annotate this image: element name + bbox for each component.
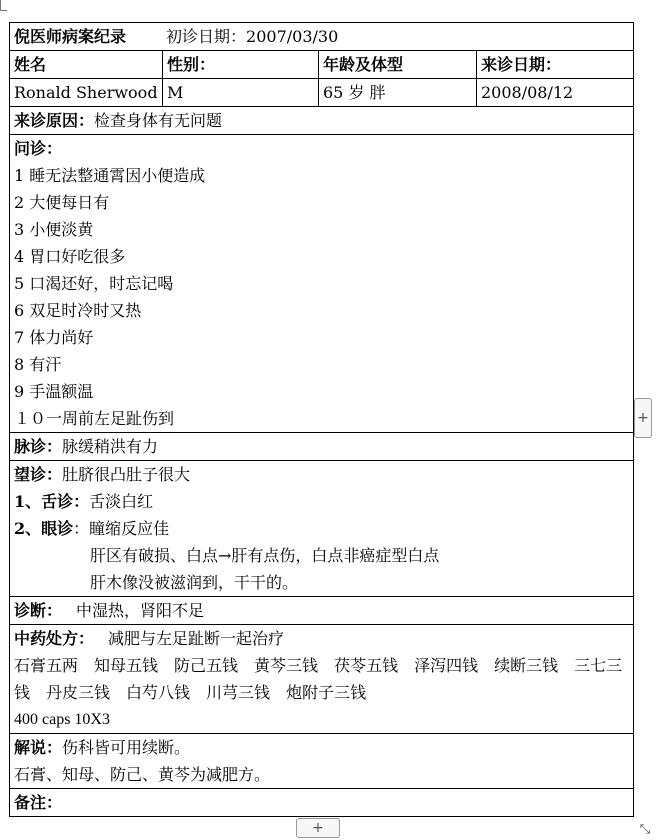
diagnosis-row <box>10 597 634 625</box>
eye-finding-line: 肝木像没被滋润到，干干的。 <box>90 573 299 592</box>
eye-label: 2、眼诊 <box>14 519 74 538</box>
prescription-note: 减肥与左足趾断一起治疗 <box>108 629 285 648</box>
age-build-column-header[interactable]: 年龄及体型 <box>319 51 477 79</box>
page-corner-mark <box>0 0 7 11</box>
patient-visit-date[interactable]: 2008/08/12 <box>477 79 634 107</box>
explanation-label: 解说： <box>14 738 63 757</box>
remarks-cell[interactable] <box>10 789 634 817</box>
remarks-row <box>10 789 634 817</box>
patient-header-row <box>10 51 634 79</box>
visit-reason-row <box>10 107 634 135</box>
herb-item: 泽泻四钱 <box>414 656 479 675</box>
dosage: 400 caps 10X3 <box>14 711 110 728</box>
prescription-label: 中药处方： <box>14 629 95 648</box>
inquiry-item: 5 口渴还好，时忘记喝 <box>14 274 174 293</box>
eye-finding-line: 肝区有破损、白点→肝有点伤，白点非癌症型白点 <box>90 546 440 565</box>
observation-label: 望诊： <box>14 465 63 484</box>
plus-icon: + <box>637 410 649 426</box>
medical-record-table <box>9 22 634 817</box>
herb-item: 黄芩三钱 <box>254 656 319 675</box>
inquiry-item: 4 胃口好吃很多 <box>14 247 126 266</box>
herb-item: 白芍八钱 <box>126 683 191 702</box>
prescription-cell[interactable] <box>10 625 634 734</box>
add-row-button[interactable] <box>296 818 340 838</box>
remarks-label: 备注： <box>14 793 63 812</box>
herb-item: 炮附子三钱 <box>286 683 367 702</box>
patient-values-row <box>10 79 634 107</box>
herb-item: 防己五钱 <box>174 656 239 675</box>
inquiry-item: １０一周前左足趾伤到 <box>14 409 175 428</box>
diagnosis-label: 诊断： <box>14 601 63 620</box>
first-visit-date: 2007/03/30 <box>246 27 339 46</box>
diagnosis-value: 中湿热，肾阳不足 <box>76 601 205 620</box>
visit-date-column-header[interactable]: 来诊日期： <box>477 51 634 79</box>
observation-row <box>10 461 634 597</box>
plus-icon: + <box>312 820 324 836</box>
inquiry-item: 7 体力尚好 <box>14 328 94 347</box>
explanation-cell[interactable] <box>10 734 634 789</box>
inquiry-item: 1 睡无法整通霄因小便造成 <box>14 166 206 185</box>
herb-item: 石膏五两 <box>14 656 79 675</box>
record-title: 倪医师病案纪录 <box>14 27 127 46</box>
inquiry-item: 2 大便每日有 <box>14 193 110 212</box>
name-column-header[interactable]: 姓名 <box>10 51 163 79</box>
sex-column-header[interactable]: 性别： <box>163 51 319 79</box>
pulse-cell[interactable] <box>10 433 634 461</box>
pulse-value: 脉缓稍洪有力 <box>62 437 159 456</box>
pulse-label: 脉诊： <box>14 437 63 456</box>
explanation-row <box>10 734 634 789</box>
resize-icon: ⤡ <box>639 821 651 837</box>
eye-value: 瞳缩反应佳 <box>89 519 170 538</box>
explanation-line: 石膏、知母、防己、黄芩为减肥方。 <box>14 765 271 784</box>
patient-name[interactable]: Ronald Sherwood <box>10 79 163 107</box>
herb-item: 川芎三钱 <box>206 683 271 702</box>
tongue-label: 1、舌诊： <box>14 492 90 511</box>
first-visit-label: 初诊日期： <box>166 27 247 46</box>
inquiry-cell[interactable] <box>10 135 634 433</box>
tongue-value: 舌淡白红 <box>89 492 154 511</box>
inquiry-label: 问诊： <box>14 139 63 158</box>
herb-item: 三七三钱 <box>14 656 623 702</box>
herb-item: 续断三钱 <box>494 656 559 675</box>
table-resize-handle[interactable] <box>635 819 655 839</box>
visit-reason-label: 来诊原因： <box>14 111 95 130</box>
header-row <box>10 23 634 51</box>
inquiry-item: 9 手温额温 <box>14 382 94 401</box>
inquiry-item: 6 双足时冷时又热 <box>14 301 142 320</box>
add-column-button[interactable] <box>634 398 652 438</box>
visit-reason-value: 检查身体有无问题 <box>94 111 223 130</box>
inquiry-row <box>10 135 634 433</box>
patient-sex[interactable]: M <box>163 79 319 107</box>
prescription-row <box>10 625 634 734</box>
herb-item: 茯苓五钱 <box>334 656 399 675</box>
observation-cell[interactable] <box>10 461 634 597</box>
inquiry-item: 8 有汗 <box>14 355 62 374</box>
inquiry-item: 3 小便淡黄 <box>14 220 94 239</box>
visit-reason-cell[interactable] <box>10 107 634 135</box>
patient-age-build[interactable]: 65 岁 胖 <box>319 79 477 107</box>
diagnosis-cell[interactable] <box>10 597 634 625</box>
header-cell[interactable] <box>10 23 634 51</box>
herb-item: 知母五钱 <box>94 656 159 675</box>
herb-list <box>14 652 629 706</box>
eye-separator: ： <box>73 519 90 538</box>
explanation-value: 伤科皆可用续断。 <box>62 738 191 757</box>
herb-item: 丹皮三钱 <box>46 683 111 702</box>
observation-value: 肚脐很凸肚子很大 <box>62 465 191 484</box>
pulse-row <box>10 433 634 461</box>
